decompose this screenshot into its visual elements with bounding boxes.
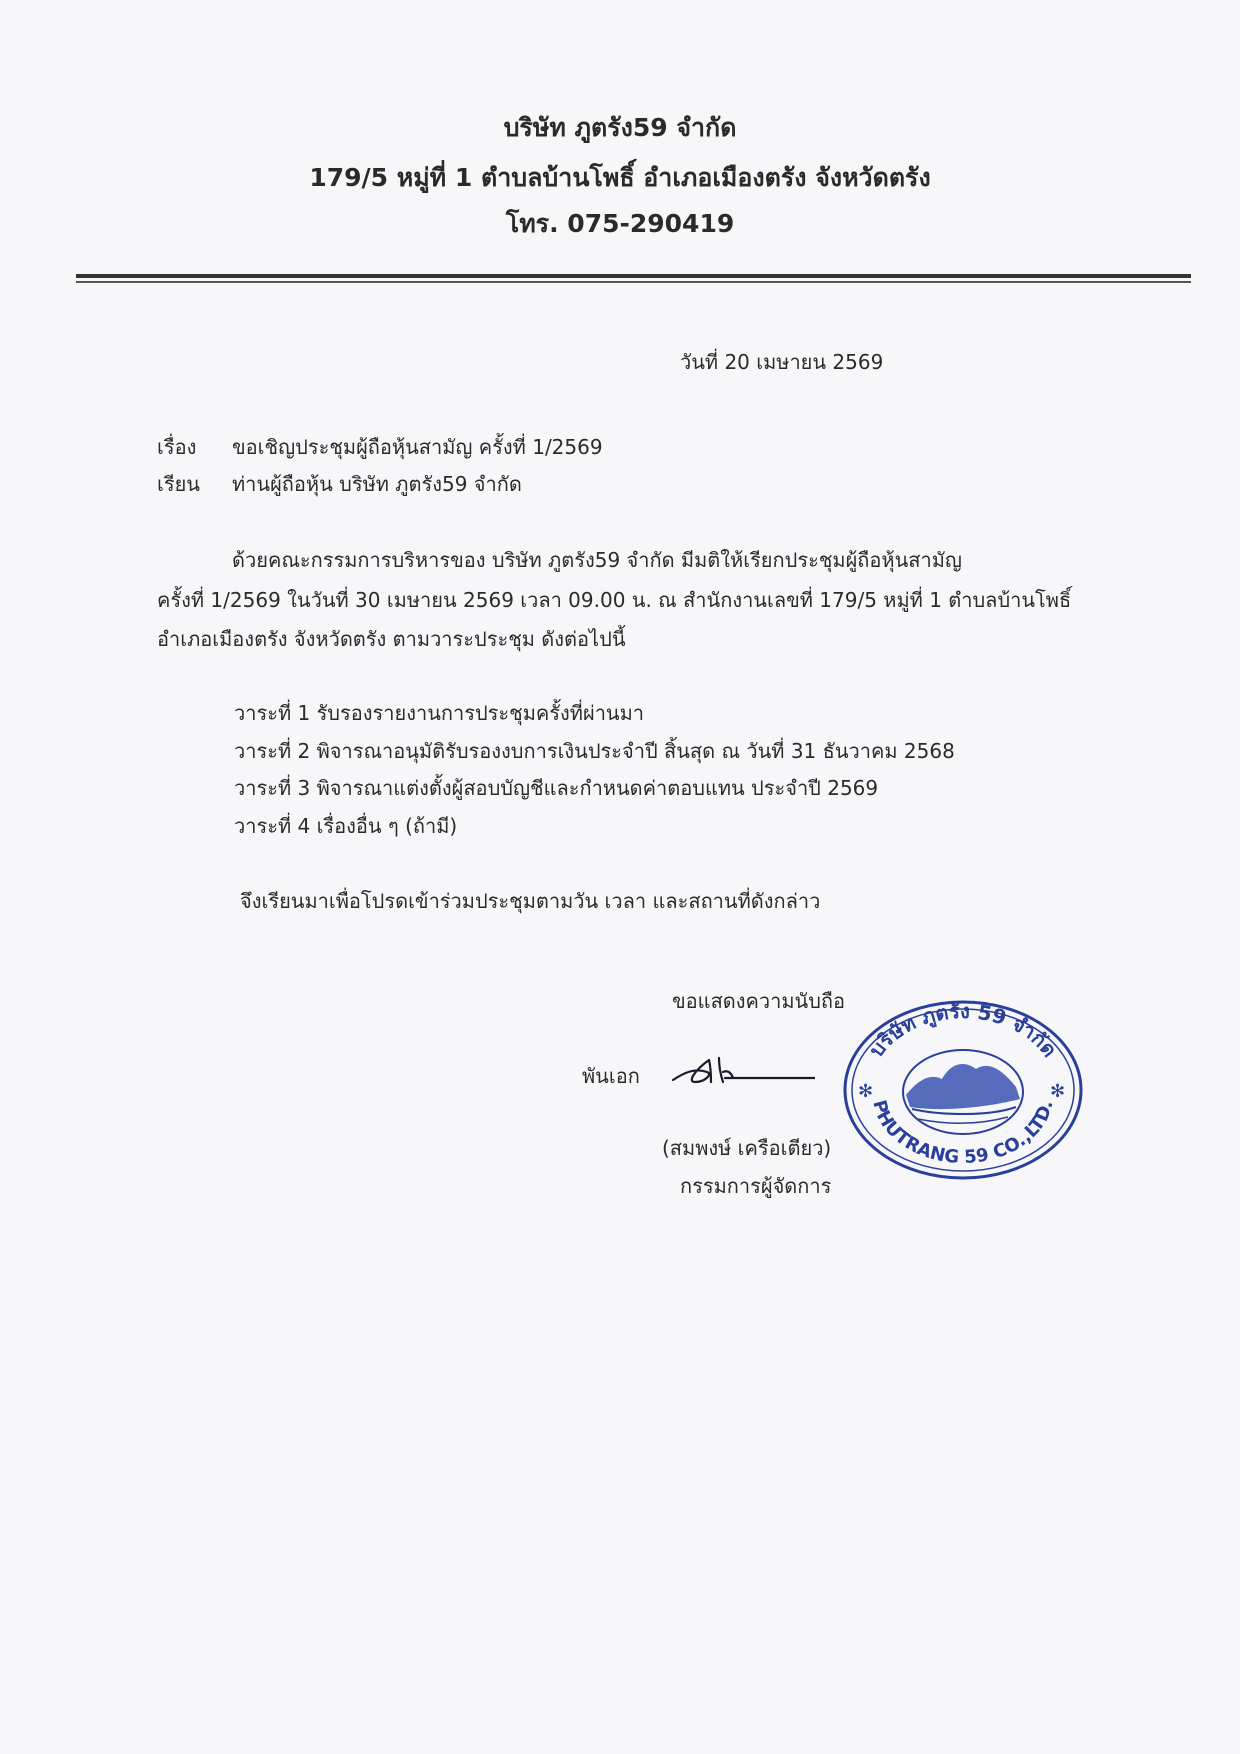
company-name: บริษัท ภูตรัง59 จำกัด xyxy=(503,113,737,142)
body-line-1: ด้วยคณะกรรมการบริหารของ บริษัท ภูตรัง59 จำกัด มีมติให้เรียกประชุมผู้ถือหุ้นสามัญ xyxy=(232,548,962,572)
svg-text:บริษัท ภูตรัง 59 จำกัด xyxy=(864,999,1062,1062)
recipient-text: ท่านผู้ถือหุ้น บริษัท ภูตรัง59 จำกัด xyxy=(232,472,522,496)
company-stamp xyxy=(838,995,1088,1185)
agenda-item-4: วาระที่ 4 เรื่องอื่น ๆ (ถ้ามี) xyxy=(234,814,458,838)
header-rule xyxy=(76,274,1191,278)
subject-label: เรื่อง xyxy=(157,435,197,459)
signer-position: กรรมการผู้จัดการ xyxy=(680,1174,832,1198)
agenda-item-2: วาระที่ 2 พิจารณาอนุมัติรับรองงบการเงินประจำปี สิ้นสุด ณ วันที่ 31 ธันวาคม 2568 xyxy=(234,739,955,763)
regards-text: ขอแสดงความนับถือ xyxy=(672,989,846,1013)
signature-scribble xyxy=(665,1042,815,1094)
recipient-label: เรียน xyxy=(157,472,200,496)
svg-text:✻: ✻ xyxy=(858,1081,874,1102)
signer-name: (สมพงษ์ เครือเตียว) xyxy=(662,1136,832,1160)
stamp-top-text: บริษัท ภูตรัง 59 จำกัด xyxy=(863,998,1062,1062)
header-rule-thin xyxy=(76,281,1191,283)
subject-text: ขอเชิญประชุมผู้ถือหุ้นสามัญ ครั้งที่ 1/2569 xyxy=(232,435,603,459)
company-phone: โทร. 075-290419 xyxy=(505,209,735,238)
svg-text:PHUTRANG 59 CO.,LTD. xyxy=(868,1098,1057,1168)
svg-text:✻: ✻ xyxy=(1050,1081,1066,1102)
stamp-bottom-text: PHUTRANG 59 CO.,LTD. xyxy=(868,1097,1058,1169)
closing-text: จึงเรียนมาเพื่อโปรดเข้าร่วมประชุมตามวัน เวลา และสถานที่ดังกล่าว xyxy=(240,889,821,913)
company-address: 179/5 หมู่ที่ 1 ตำบลบ้านโพธิ์ อำเภอเมืองตรัง จังหวัดตรัง xyxy=(309,163,931,192)
letter-date: วันที่ 20 เมษายน 2569 xyxy=(680,350,884,374)
body-line-2: ครั้งที่ 1/2569 ในวันที่ 30 เมษายน 2569 เวลา 09.00 น. ณ สำนักงานเลขที่ 179/5 หมู่ที่ 1 ตำบลบ้านโพธิ์ xyxy=(157,588,1072,612)
signer-rank: พันเอก xyxy=(582,1064,640,1088)
agenda-item-3: วาระที่ 3 พิจารณาแต่งตั้งผู้สอบบัญชีและกำหนดค่าตอบแทน ประจำปี 2569 xyxy=(234,776,879,800)
body-line-3: อำเภอเมืองตรัง จังหวัดตรัง ตามวาระประชุม ดังต่อไปนี้ xyxy=(157,627,626,651)
agenda-item-1: วาระที่ 1 รับรองรายงานการประชุมครั้งที่ผ่านมา xyxy=(234,701,645,725)
